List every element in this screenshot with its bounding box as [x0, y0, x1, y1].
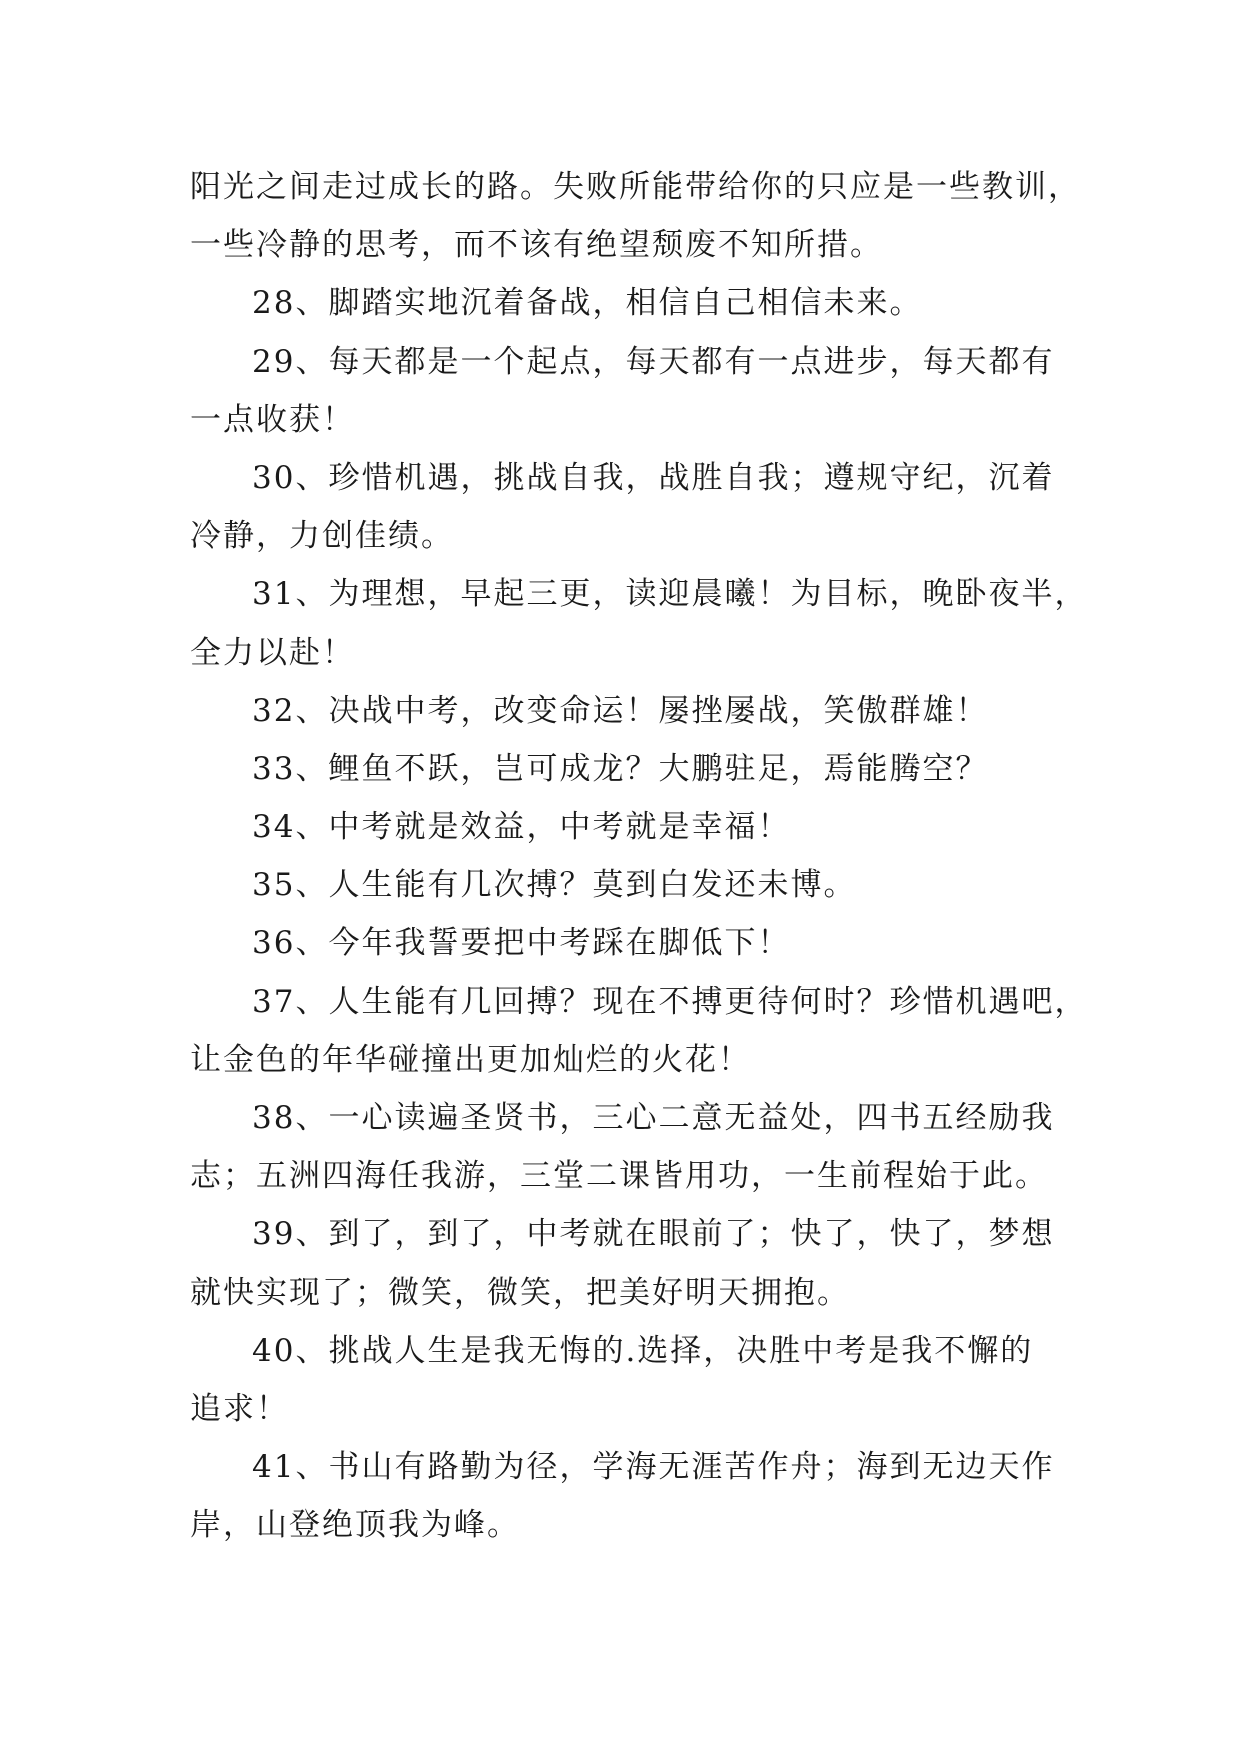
- text-line: 37、人生能有几回搏？现在不搏更待何时？珍惜机遇吧，: [252, 983, 1088, 1020]
- text-line: 志；五洲四海任我游，三堂二课皆用功，一生前程始于此。: [190, 1158, 1048, 1195]
- text-line: 33、鲤鱼不跃，岂可成龙？大鹏驻足，焉能腾空？: [252, 750, 989, 787]
- text-line: 31、为理想，早起三更，读迎晨曦！为目标，晚卧夜半，: [252, 576, 1088, 613]
- document-body: [190, 158, 1090, 1555]
- text-line: 30、珍惜机遇，挑战自我，战胜自我；遵规守纪，沉着: [252, 459, 1055, 496]
- text-line: 41、书山有路勤为径，学海无涯苦作舟；海到无边天作: [252, 1449, 1055, 1486]
- text-line: 28、脚踏实地沉着备战，相信自己相信未来。: [252, 285, 923, 322]
- text-line: 追求！: [190, 1390, 289, 1427]
- text-line: 阳光之间走过成长的路。失败所能带给你的只应是一些教训，: [190, 169, 1081, 205]
- text-line: 冷静，力创佳绩。: [190, 518, 454, 555]
- text-line: 40、挑战人生是我无悔的.选择，决胜中考是我不懈的: [252, 1332, 1034, 1369]
- text-line: 全力以赴！: [190, 634, 355, 671]
- text-line: 34、中考就是效益，中考就是幸福！: [252, 809, 791, 846]
- text-line: 岸，山登绝顶我为峰。: [190, 1507, 520, 1544]
- text-line: 35、人生能有几次搏？莫到白发还未博。: [252, 867, 857, 904]
- text-line: 就快实现了；微笑，微笑，把美好明天拥抱。: [190, 1274, 850, 1311]
- text-line: 29、每天都是一个起点，每天都有一点进步，每天都有: [252, 343, 1055, 380]
- text-line: 让金色的年华碰撞出更加灿烂的火花！: [190, 1041, 751, 1078]
- text-line: 32、决战中考，改变命运！屡挫屡战，笑傲群雄！: [252, 692, 989, 729]
- text-line: 一点收获！: [190, 401, 355, 438]
- text-line: 36、今年我誓要把中考踩在脚低下！: [252, 925, 791, 962]
- text-line: 39、到了，到了，中考就在眼前了；快了，快了，梦想: [252, 1216, 1055, 1253]
- text-line: 38、一心读遍圣贤书，三心二意无益处，四书五经励我: [252, 1100, 1055, 1136]
- text-line: 一些冷静的思考，而不该有绝望颓废不知所措。: [190, 227, 883, 264]
